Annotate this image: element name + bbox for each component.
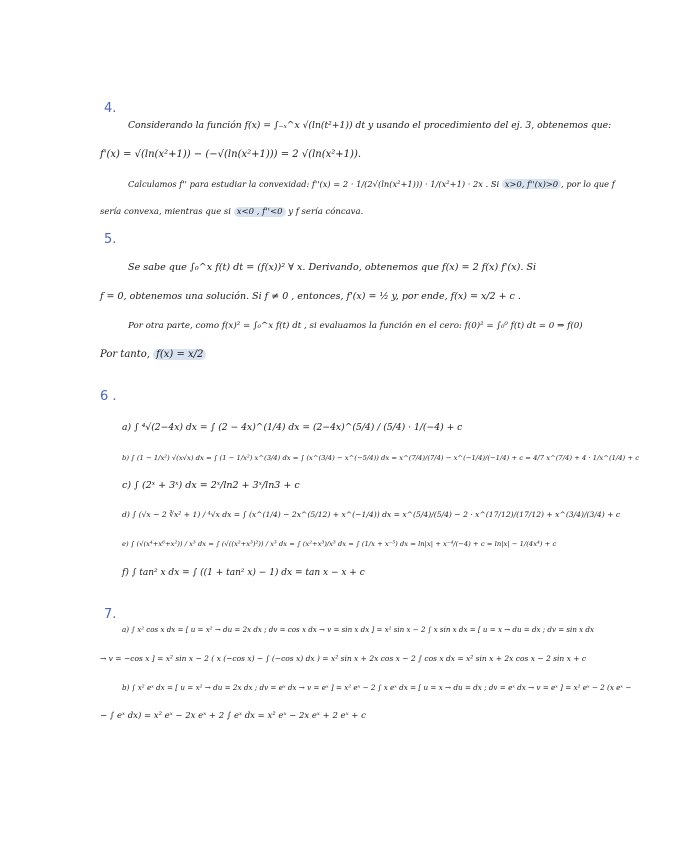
exercise-6-d: d) ∫ (√x − 2 ∛x² + 1) / ⁴√x dx = ∫ (x^(1/4) − 2x^(5/12) + x^(−1/4)) dx = x^(5/4)/(5/4) − 2 · x^(17/12)/(17/12) + x^(3/4)/(3/4) + c <box>122 510 621 519</box>
exercise-4-number: 4. <box>104 101 117 116</box>
exercise-6-number: 6 . <box>100 389 117 404</box>
exercise-4-line-4 <box>100 205 363 219</box>
exercise-6-b: b) ∫ (1 − 1/x²) √(x√x) dx = ∫ (1 − 1/x²) x^(3/4) dx = ∫ (x^(3/4) − x^(−5/4)) dx = x^(7/4)/(7/4) − x^(−1/4)/(−1/4) + c = 4/7 x^(7/4) + 4 · 1/x^(1/4) + c <box>122 454 640 462</box>
exercise-5-line-1: Se sabe que ∫₀^x f(t) dt = (f(x))² ∀ x. Derivando, obtenemos que f(x) = 2 f(x) f'(x). Si <box>128 262 537 273</box>
exercise-5-line-4 <box>100 348 206 362</box>
exercise-5-highlight-result: f(x) = x/2 <box>153 349 206 360</box>
exercise-6-a: a) ∫ ⁴√(2−4x) dx = ∫ (2 − 4x)^(1/4) dx = (2−4x)^(5/4) / (5/4) · 1/(−4) + c <box>122 422 463 433</box>
exercise-6-f: f) ∫ tan² x dx = ∫ ((1 + tan² x) − 1) dx = tan x − x + c <box>122 568 365 578</box>
exercise-7-a-line-2: → v = −cos x ] = x² sin x − 2 ( x (−cos x) − ∫ (−cos x) dx ) = x² sin x + 2x cos x − 2 ∫ cos x dx = x² sin x + 2x cos x − 2 sin x + c <box>100 654 587 663</box>
exercise-4-line-3-text: Calculamos f'' para estudiar la convexidad: f''(x) = 2 · 1/(2√(ln(x²+1))) · 1/(x²+1) · 2x . Si <box>128 179 500 189</box>
exercise-4-line-4-text: sería convexa, mientras que si <box>100 207 232 217</box>
exercise-4-highlight-convex: x>0, f''(x)>0 <box>502 179 561 189</box>
exercise-4-line-1: Considerando la función f(x) = ∫₋ₓ^x √(ln(t²+1)) dt y usando el procedimiento del ej. 3, obtenemos que: <box>128 120 612 131</box>
exercise-6-e: e) ∫ (√(x⁴+x⁶+x²)) / x³ dx = ∫ (√((x²+x³)²)) / x³ dx = ∫ (x²+x³)/x³ dx = ∫ (1/x + x⁻⁵) dx = ln|x| + x⁻⁴/(−4) + c = ln|x| − 1/(4x⁴) + c <box>122 540 557 548</box>
exercise-4-line-3 <box>128 177 615 191</box>
exercise-6-c: c) ∫ (2ˣ + 3ˣ) dx = 2ˣ/ln2 + 3ˣ/ln3 + c <box>122 480 300 491</box>
exercise-7-number: 7. <box>104 607 117 622</box>
exercise-5-number: 5. <box>104 232 117 247</box>
exercise-4-line-4-tail: y f sería cóncava. <box>288 207 364 217</box>
exercise-5-line-3: Por otra parte, como f(x)² = ∫₀^x f(t) dt , si evaluamos la función en el cero: f(0)² = ∫₀⁰ f(t) dt = 0 ⇒ f(0) <box>128 321 583 331</box>
exercise-7-b-line-1: b) ∫ x² eˣ dx = [ u = x² → du = 2x dx ; dv = eˣ dx → v = eˣ ] = x² eˣ − 2 ∫ x eˣ dx = [ u = x → du = dx ; dv = eˣ dx → v = eˣ ] = x² eˣ − 2 (x eˣ − <box>122 683 632 692</box>
exercise-4-line-2: f'(x) = √(ln(x²+1)) − (−√(ln(x²+1))) = 2 √(ln(x²+1)). <box>100 149 362 160</box>
exercise-4-line-3-tail: , por lo que f <box>561 179 615 189</box>
exercise-5-line-2: f = 0, obtenemos una solución. Si f ≠ 0 , entonces, f'(x) = ½ y, por ende, f(x) = x/2 + c . <box>100 291 521 302</box>
exercise-4-highlight-concave: x<0 , f''<0 <box>234 207 286 217</box>
exercise-7-b-line-2: − ∫ eˣ dx) = x² eˣ − 2x eˣ + 2 ∫ eˣ dx = x² eˣ − 2x eˣ + 2 eˣ + c <box>100 711 366 721</box>
exercise-5-line-4-text: Por tanto, <box>100 349 150 360</box>
exercise-7-a-line-1: a) ∫ x² cos x dx = [ u = x² → du = 2x dx ; dv = cos x dx → v = sin x dx ] = x² sin x − 2 ∫ x sin x dx = [ u = x → du = dx ; dv = sin x dx <box>122 625 594 634</box>
